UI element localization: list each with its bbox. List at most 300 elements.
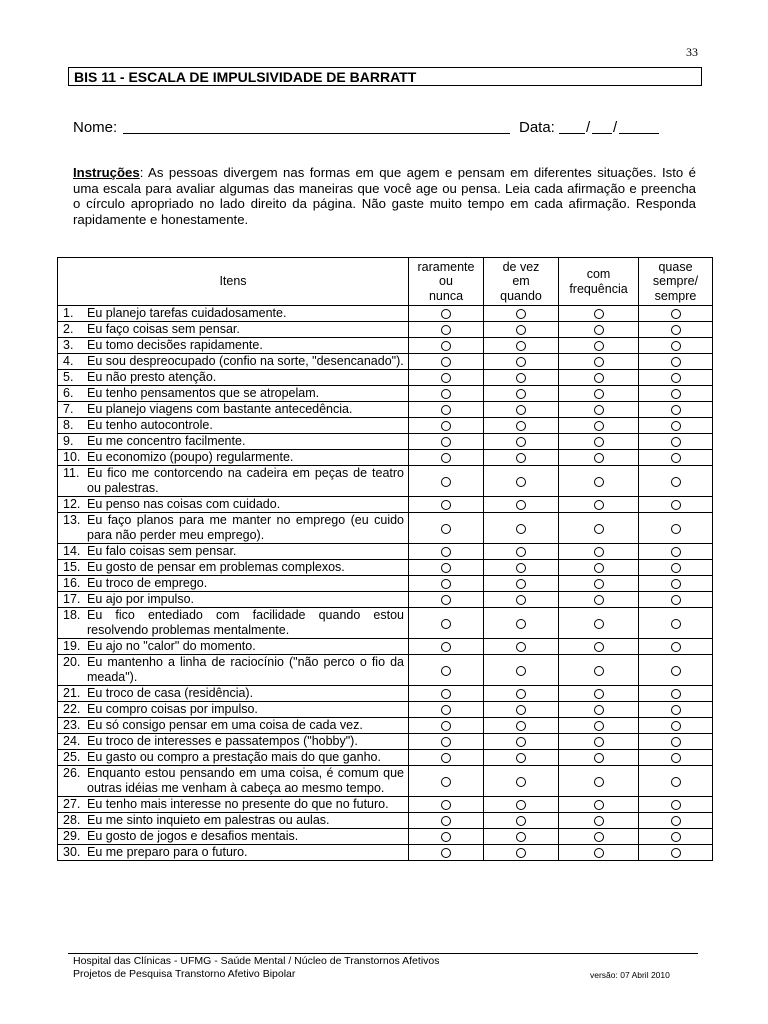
answer-radio[interactable] [516, 477, 526, 487]
answer-radio[interactable] [441, 848, 451, 858]
answer-radio[interactable] [516, 753, 526, 763]
answer-radio[interactable] [516, 800, 526, 810]
answer-radio[interactable] [516, 816, 526, 826]
option-cell [559, 322, 639, 338]
answer-radio[interactable] [441, 579, 451, 589]
item-text: Eu ajo por impulso. [87, 592, 195, 606]
header-option-rarely [409, 258, 484, 306]
answer-radio[interactable] [594, 421, 604, 431]
item-number: 1. [63, 306, 74, 320]
answer-radio[interactable] [594, 705, 604, 715]
answer-radio[interactable] [594, 595, 604, 605]
answer-radio[interactable] [594, 325, 604, 335]
item-cell [58, 402, 409, 418]
item-cell [58, 497, 409, 513]
answer-radio[interactable] [671, 816, 681, 826]
date-year-field[interactable] [619, 133, 659, 134]
header-option-often [559, 258, 639, 306]
answer-radio[interactable] [516, 777, 526, 787]
answer-radio[interactable] [594, 477, 604, 487]
answer-radio[interactable] [441, 816, 451, 826]
item-text: Eu fico me contorcendo na cadeira em peças de teatro ou palestras. [87, 466, 404, 495]
item-text: Eu faço planos para me manter no emprego (eu cuido para não perder meu emprego). [87, 513, 404, 542]
item-row [58, 338, 713, 354]
answer-radio[interactable] [671, 309, 681, 319]
item-row [58, 608, 713, 639]
item-cell [58, 576, 409, 592]
answer-radio[interactable] [671, 437, 681, 447]
item-text: Eu me sinto inquieto em palestras ou aulas. [87, 813, 330, 827]
item-content [63, 497, 404, 512]
item-row [58, 829, 713, 845]
option-cell [409, 560, 484, 576]
item-cell [58, 750, 409, 766]
item-number: 14. [63, 544, 81, 558]
answer-radio[interactable] [441, 753, 451, 763]
answer-radio[interactable] [441, 405, 451, 415]
answer-radio[interactable] [516, 737, 526, 747]
item-content [63, 829, 404, 844]
option-cell [639, 386, 713, 402]
answer-radio[interactable] [516, 341, 526, 351]
answer-radio[interactable] [516, 405, 526, 415]
option-cell [484, 639, 559, 655]
answer-radio[interactable] [441, 721, 451, 731]
item-number: 30. [63, 845, 81, 859]
option-cell [484, 497, 559, 513]
answer-radio[interactable] [671, 500, 681, 510]
item-content [63, 338, 404, 353]
option-cell [409, 750, 484, 766]
answer-radio[interactable] [671, 721, 681, 731]
header-line: em [512, 274, 530, 289]
option-cell [559, 766, 639, 797]
answer-radio[interactable] [594, 524, 604, 534]
option-cell [409, 797, 484, 813]
option-cell [639, 829, 713, 845]
option-cell [639, 306, 713, 322]
item-number: 2. [63, 322, 74, 336]
item-text: Eu planejo tarefas cuidadosamente. [87, 306, 287, 320]
answer-radio[interactable] [671, 579, 681, 589]
answer-radio[interactable] [671, 666, 681, 676]
answer-radio[interactable] [671, 421, 681, 431]
header-line: com [586, 267, 611, 281]
answer-radio[interactable] [594, 721, 604, 731]
answer-radio[interactable] [516, 309, 526, 319]
answer-radio[interactable] [671, 373, 681, 383]
item-text: Eu faço coisas sem pensar. [87, 322, 240, 336]
item-text: Eu mantenho a linha de raciocínio ("não perco o fio da meada"). [87, 655, 404, 684]
answer-radio[interactable] [441, 437, 451, 447]
answer-radio[interactable] [671, 689, 681, 699]
item-row [58, 639, 713, 655]
option-cell [559, 466, 639, 497]
item-content [63, 766, 404, 796]
option-cell [484, 813, 559, 829]
answer-radio[interactable] [594, 437, 604, 447]
answer-radio[interactable] [516, 848, 526, 858]
item-row [58, 813, 713, 829]
option-cell [409, 386, 484, 402]
option-cell [409, 544, 484, 560]
option-cell [639, 513, 713, 544]
item-row [58, 592, 713, 608]
item-text: Eu compro coisas por impulso. [87, 702, 258, 716]
item-content [63, 845, 404, 860]
answer-radio[interactable] [516, 421, 526, 431]
item-row [58, 370, 713, 386]
answer-radio[interactable] [516, 721, 526, 731]
answer-radio[interactable] [671, 619, 681, 629]
answer-radio[interactable] [441, 373, 451, 383]
option-cell [409, 734, 484, 750]
option-cell [639, 354, 713, 370]
item-content [63, 608, 404, 638]
answer-radio[interactable] [671, 357, 681, 367]
item-row [58, 576, 713, 592]
item-number: 8. [63, 418, 74, 432]
header-line: raramente [417, 259, 475, 274]
item-number: 27. [63, 797, 81, 811]
item-cell [58, 797, 409, 813]
answer-radio[interactable] [671, 753, 681, 763]
option-cell [559, 608, 639, 639]
option-cell [639, 639, 713, 655]
item-text: Eu sou despreocupado (confio na sorte, "desencanado"). [87, 354, 404, 368]
item-cell [58, 386, 409, 402]
option-cell [559, 338, 639, 354]
option-cell [484, 686, 559, 702]
item-text: Eu troco de interesses e passatempos ("hobby"). [87, 734, 358, 748]
item-content [63, 655, 404, 685]
item-cell [58, 338, 409, 354]
item-row [58, 306, 713, 322]
option-cell [639, 322, 713, 338]
item-text: Eu gosto de jogos e desafios mentais. [87, 829, 299, 843]
option-cell [639, 766, 713, 797]
answer-radio[interactable] [516, 453, 526, 463]
answer-radio[interactable] [671, 832, 681, 842]
answer-radio[interactable] [516, 666, 526, 676]
answer-radio[interactable] [441, 500, 451, 510]
answer-radio[interactable] [516, 705, 526, 715]
answer-radio[interactable] [671, 477, 681, 487]
option-cell [484, 734, 559, 750]
item-number: 5. [63, 370, 74, 384]
option-cell [559, 576, 639, 592]
answer-radio[interactable] [516, 389, 526, 399]
answer-radio[interactable] [671, 800, 681, 810]
answer-radio[interactable] [441, 800, 451, 810]
option-cell [559, 560, 639, 576]
option-cell [484, 718, 559, 734]
header-line: sempre [654, 288, 697, 303]
item-text: Eu falo coisas sem pensar. [87, 544, 237, 558]
answer-radio[interactable] [516, 563, 526, 573]
option-cell [409, 370, 484, 386]
item-number: 20. [63, 655, 81, 669]
answer-radio[interactable] [516, 832, 526, 842]
item-cell [58, 513, 409, 544]
answer-radio[interactable] [671, 595, 681, 605]
answer-radio[interactable] [441, 477, 451, 487]
answer-radio[interactable] [671, 848, 681, 858]
option-cell [484, 655, 559, 686]
answer-radio[interactable] [594, 816, 604, 826]
answer-radio[interactable] [594, 389, 604, 399]
option-cell [409, 513, 484, 544]
option-cell [409, 766, 484, 797]
option-cell [559, 544, 639, 560]
answer-radio[interactable] [671, 547, 681, 557]
answer-radio[interactable] [671, 325, 681, 335]
item-number: 28. [63, 813, 81, 827]
name-field[interactable] [123, 133, 510, 134]
header-line: frequência [569, 281, 628, 296]
answer-radio[interactable] [441, 705, 451, 715]
item-text: Eu gosto de pensar em problemas complexos. [87, 560, 345, 574]
answer-radio[interactable] [594, 800, 604, 810]
answer-radio[interactable] [671, 705, 681, 715]
answer-radio[interactable] [441, 619, 451, 629]
answer-radio[interactable] [594, 579, 604, 589]
answer-radio[interactable] [594, 405, 604, 415]
answer-radio[interactable] [594, 777, 604, 787]
item-number: 9. [63, 434, 74, 448]
item-content [63, 306, 404, 321]
answer-radio[interactable] [594, 619, 604, 629]
item-row [58, 655, 713, 686]
item-text: Eu planejo viagens com bastante antecedência. [87, 402, 353, 416]
item-content [63, 797, 404, 812]
instructions [73, 165, 696, 227]
option-cell [559, 418, 639, 434]
item-cell [58, 434, 409, 450]
answer-radio[interactable] [594, 642, 604, 652]
option-cell [484, 750, 559, 766]
item-number: 6. [63, 386, 74, 400]
answer-radio[interactable] [441, 421, 451, 431]
option-cell [559, 639, 639, 655]
item-text: Eu tenho pensamentos que se atropelam. [87, 386, 320, 400]
answer-radio[interactable] [441, 666, 451, 676]
option-cell [639, 370, 713, 386]
option-cell [559, 386, 639, 402]
option-cell [484, 592, 559, 608]
answer-radio[interactable] [671, 405, 681, 415]
item-content [63, 718, 404, 733]
item-content [63, 450, 404, 465]
answer-radio[interactable] [441, 595, 451, 605]
option-cell [484, 306, 559, 322]
item-row [58, 750, 713, 766]
answer-radio[interactable] [441, 689, 451, 699]
item-cell [58, 544, 409, 560]
page-number: 33 [686, 45, 698, 59]
option-cell [409, 829, 484, 845]
item-number: 11. [63, 466, 80, 480]
answer-radio[interactable] [441, 524, 451, 534]
answer-radio[interactable] [516, 595, 526, 605]
item-content [63, 466, 404, 496]
answer-radio[interactable] [671, 737, 681, 747]
item-cell [58, 845, 409, 861]
answer-radio[interactable] [516, 547, 526, 557]
answer-radio[interactable] [671, 341, 681, 351]
answer-radio[interactable] [441, 832, 451, 842]
answer-radio[interactable] [516, 524, 526, 534]
answer-radio[interactable] [441, 341, 451, 351]
item-content [63, 513, 404, 543]
item-text: Eu penso nas coisas com cuidado. [87, 497, 281, 511]
item-content [63, 639, 404, 654]
item-number: 16. [63, 576, 81, 590]
item-content [63, 702, 404, 717]
answer-radio[interactable] [441, 325, 451, 335]
item-content [63, 370, 404, 385]
footer-project: Projetos de Pesquisa Transtorno Afetivo Bipolar [73, 968, 296, 980]
answer-radio[interactable] [441, 777, 451, 787]
item-text: Eu tenho autocontrole. [87, 418, 213, 432]
item-text: Eu troco de emprego. [87, 576, 208, 590]
option-cell [409, 434, 484, 450]
answer-radio[interactable] [441, 357, 451, 367]
option-cell [639, 338, 713, 354]
answer-radio[interactable] [441, 737, 451, 747]
item-row [58, 718, 713, 734]
answer-radio[interactable] [516, 325, 526, 335]
item-cell [58, 813, 409, 829]
option-cell [484, 466, 559, 497]
answer-radio[interactable] [516, 437, 526, 447]
answer-radio[interactable] [671, 777, 681, 787]
answer-radio[interactable] [671, 524, 681, 534]
item-row [58, 686, 713, 702]
answer-radio[interactable] [671, 642, 681, 652]
item-row [58, 450, 713, 466]
item-number: 26. [63, 766, 81, 780]
item-row [58, 497, 713, 513]
answer-radio[interactable] [594, 832, 604, 842]
header-line: quase [658, 259, 693, 274]
answer-radio[interactable] [516, 373, 526, 383]
date-month-field[interactable] [592, 133, 612, 134]
option-cell [639, 845, 713, 861]
answer-radio[interactable] [594, 309, 604, 319]
answer-radio[interactable] [441, 563, 451, 573]
option-cell [559, 513, 639, 544]
answer-radio[interactable] [516, 689, 526, 699]
item-row [58, 845, 713, 861]
item-cell [58, 592, 409, 608]
option-cell [559, 734, 639, 750]
option-cell [639, 655, 713, 686]
answer-radio[interactable] [441, 309, 451, 319]
item-row [58, 402, 713, 418]
answer-radio[interactable] [516, 642, 526, 652]
answer-radio[interactable] [594, 666, 604, 676]
answer-radio[interactable] [441, 547, 451, 557]
option-cell [409, 450, 484, 466]
item-cell [58, 608, 409, 639]
option-cell [484, 766, 559, 797]
option-cell [409, 718, 484, 734]
footer-version: versão: 07 Abril 2010 [590, 970, 670, 980]
answer-radio[interactable] [594, 753, 604, 763]
item-cell [58, 560, 409, 576]
answer-radio[interactable] [594, 500, 604, 510]
option-cell [484, 829, 559, 845]
option-cell [639, 686, 713, 702]
answer-radio[interactable] [594, 689, 604, 699]
option-cell [409, 813, 484, 829]
header-option-sometimes [484, 258, 559, 306]
item-content [63, 686, 404, 701]
instructions-label: Instruções [73, 165, 140, 180]
answer-radio[interactable] [441, 389, 451, 399]
option-cell [409, 576, 484, 592]
item-text: Eu fico entediado com facilidade quando estou resolvendo problemas mentalmente. [87, 608, 404, 637]
option-cell [559, 797, 639, 813]
item-content [63, 592, 404, 607]
answer-radio[interactable] [441, 453, 451, 463]
answer-radio[interactable] [594, 453, 604, 463]
option-cell [559, 450, 639, 466]
item-row [58, 734, 713, 750]
option-cell [639, 813, 713, 829]
item-number: 13. [63, 513, 81, 527]
option-cell [484, 418, 559, 434]
form-title: BIS 11 - ESCALA DE IMPULSIVIDADE DE BARRATT [68, 67, 702, 86]
option-cell [639, 702, 713, 718]
answer-radio[interactable] [671, 389, 681, 399]
option-cell [639, 418, 713, 434]
answer-radio[interactable] [671, 453, 681, 463]
item-row [58, 766, 713, 797]
answer-radio[interactable] [441, 642, 451, 652]
answer-radio[interactable] [516, 619, 526, 629]
answer-radio[interactable] [594, 563, 604, 573]
answer-radio[interactable] [516, 357, 526, 367]
option-cell [409, 466, 484, 497]
item-number: 12. [63, 497, 81, 511]
answer-radio[interactable] [594, 341, 604, 351]
identification-row [73, 118, 673, 138]
item-row [58, 702, 713, 718]
option-cell [484, 322, 559, 338]
answer-radio[interactable] [594, 547, 604, 557]
answer-radio[interactable] [671, 563, 681, 573]
answer-radio[interactable] [594, 737, 604, 747]
answer-radio[interactable] [516, 500, 526, 510]
date-day-field[interactable] [559, 133, 585, 134]
name-label: Nome: [73, 119, 118, 136]
item-cell [58, 829, 409, 845]
item-cell [58, 686, 409, 702]
answer-radio[interactable] [594, 373, 604, 383]
answer-radio[interactable] [516, 579, 526, 589]
answer-radio[interactable] [594, 357, 604, 367]
option-cell [639, 734, 713, 750]
option-cell [559, 306, 639, 322]
option-cell [559, 718, 639, 734]
option-cell [559, 655, 639, 686]
header-line: nunca [428, 288, 464, 303]
item-text: Eu gasto ou compro a prestação mais do que ganho. [87, 750, 381, 764]
option-cell [409, 655, 484, 686]
answer-radio[interactable] [594, 848, 604, 858]
